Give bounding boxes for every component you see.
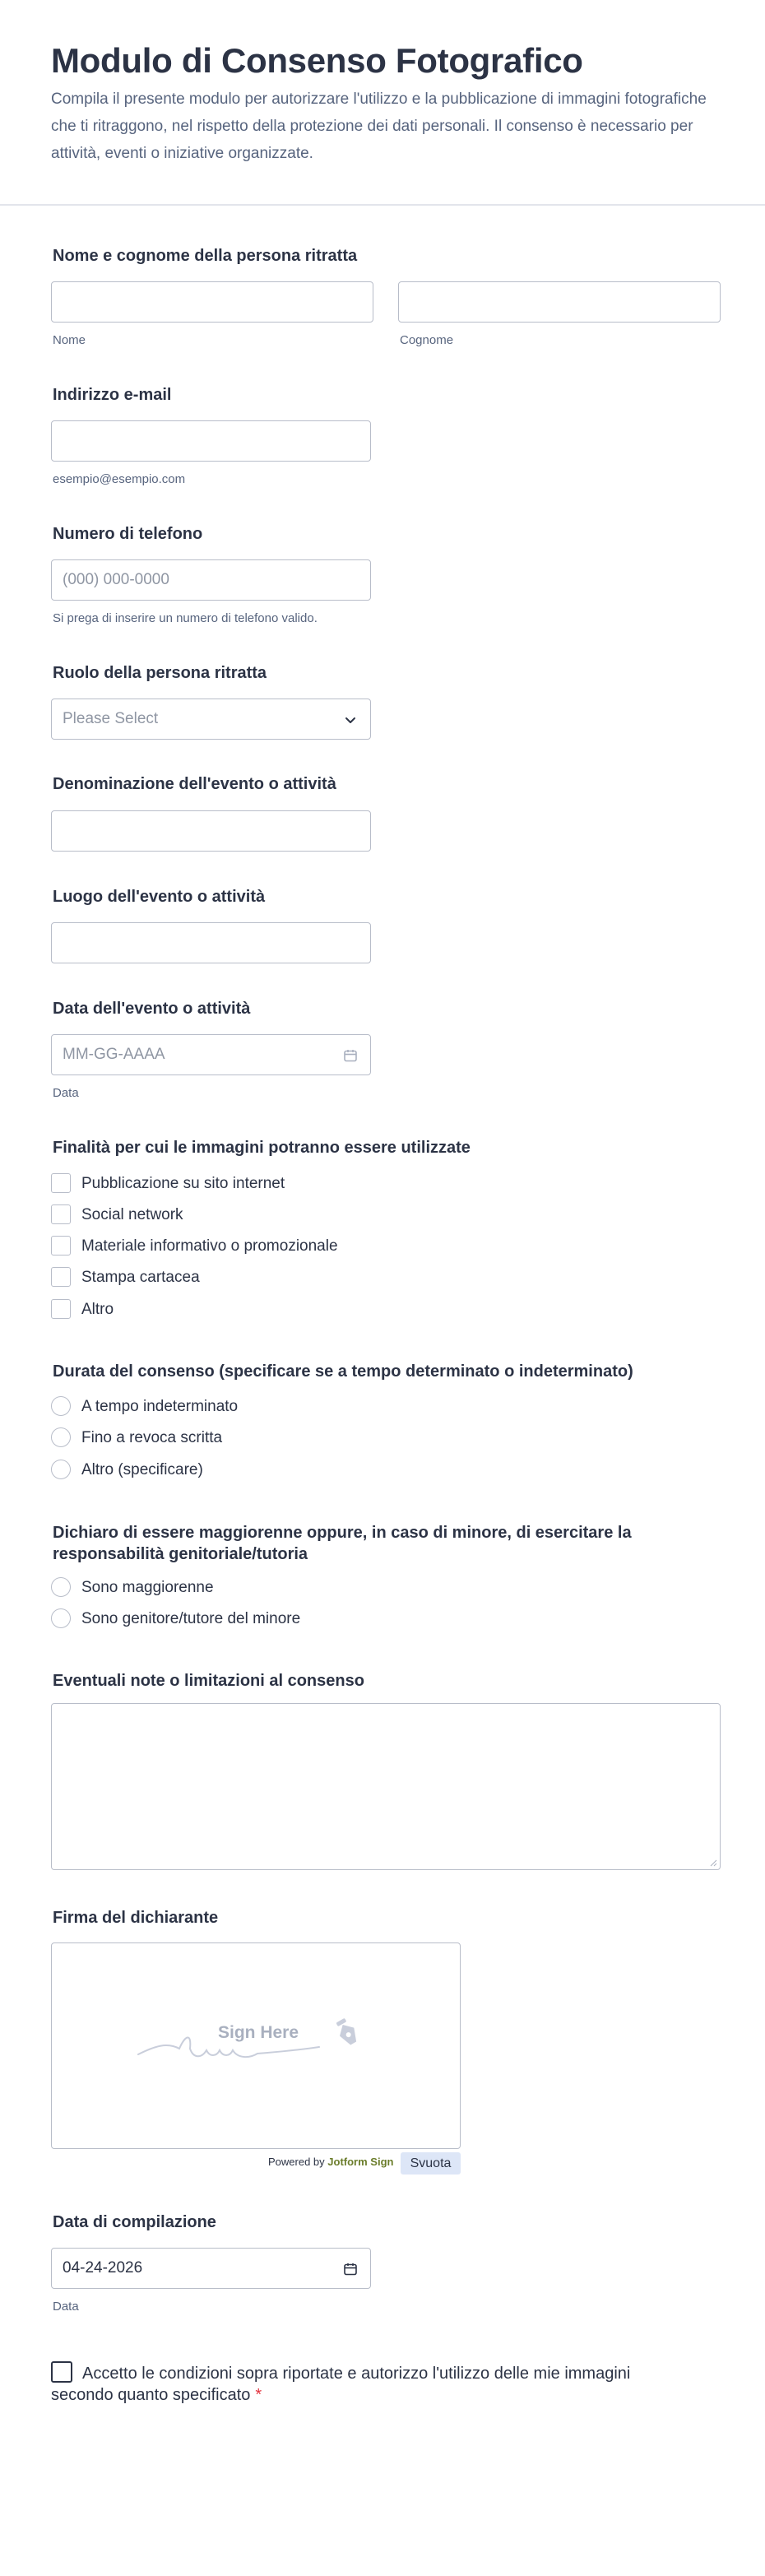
fill-date-value: 04-24-2026	[63, 2259, 143, 2277]
phone-input[interactable]	[51, 559, 371, 601]
duration-label: Durata del consenso (specificare se a tempo determinato o indeterminato)	[53, 1362, 633, 1381]
purpose-option-label: Social network	[81, 1206, 183, 1223]
duration-option-label: Altro (specificare)	[81, 1461, 203, 1478]
role-select[interactable]	[51, 699, 371, 740]
powered-prefix: Powered by	[268, 2156, 325, 2168]
event-date-placeholder: MM-GG-AAAA	[63, 1046, 165, 1063]
radio-button[interactable]	[51, 1577, 71, 1597]
event-date-input[interactable]	[51, 1034, 371, 1075]
fill-date-input[interactable]	[51, 2248, 371, 2289]
calendar-icon[interactable]	[342, 1047, 359, 1064]
email-input[interactable]	[51, 420, 371, 462]
notes-label: Eventuali note o limitazioni al consenso	[53, 1672, 364, 1690]
consent-checkbox[interactable]	[51, 2361, 72, 2383]
last-name-sublabel: Cognome	[400, 333, 454, 347]
event-name-label: Denominazione dell'evento o attività	[53, 775, 336, 793]
age-option-label: Sono genitore/tutore del minore	[81, 1610, 301, 1627]
checkbox[interactable]	[51, 1267, 71, 1287]
radio-button[interactable]	[51, 1460, 71, 1479]
jotform-sign-brand: Jotform Sign	[327, 2156, 394, 2168]
fill-date-sublabel: Data	[53, 2300, 79, 2314]
duration-option-label: A tempo indeterminato	[81, 1398, 239, 1415]
checkbox[interactable]	[51, 1236, 71, 1256]
age-label-line2: responsabilità genitoriale/tutoria	[53, 1545, 308, 1563]
powered-by	[268, 2156, 393, 2168]
calendar-icon[interactable]	[342, 2261, 359, 2277]
form-description: Compila il presente modulo per autorizzare l'utilizzo e la pubblicazione di immagini fotografiche che ti ritraggono, nel rispetto della protezione dei dati personali. Il consenso è necessario per attività, eventi o iniziative organizzate.	[51, 91, 707, 162]
clear-signature-button[interactable]: Svuota	[401, 2152, 461, 2175]
signature-label: Firma del dichiarante	[53, 1909, 219, 1927]
consent-text-line1: Accetto le condizioni sopra riportate e autorizzo l'utilizzo delle mie immagini	[82, 2365, 631, 2383]
email-label: Indirizzo e-mail	[53, 386, 172, 404]
event-place-input[interactable]	[51, 922, 371, 963]
consent-text-line2: secondo quanto specificato	[51, 2386, 251, 2404]
purposes-label: Finalità per cui le immagini potranno essere utilizzate	[53, 1139, 471, 1157]
notes-textarea[interactable]	[51, 1703, 721, 1870]
purpose-option-label: Pubblicazione su sito internet	[81, 1175, 285, 1192]
radio-button[interactable]	[51, 1427, 71, 1447]
name-label: Nome e cognome della persona ritratta	[53, 247, 358, 265]
chevron-down-icon	[342, 712, 359, 728]
event-place-label: Luogo dell'evento o attività	[53, 888, 266, 906]
form-header	[0, 0, 765, 206]
radio-button[interactable]	[51, 1396, 71, 1416]
phone-placeholder: (000) 000-0000	[63, 571, 169, 588]
required-mark: *	[255, 2386, 262, 2404]
signature-pad[interactable]	[51, 1942, 461, 2149]
age-label-line1: Dichiaro di essere maggiorenne oppure, in caso di minore, di esercitare la	[53, 1524, 632, 1542]
role-label: Ruolo della persona ritratta	[53, 664, 267, 682]
event-name-input[interactable]	[51, 810, 371, 852]
age-option-label: Sono maggiorenne	[81, 1579, 214, 1596]
purpose-option-label: Altro	[81, 1301, 114, 1318]
purpose-option-label: Stampa cartacea	[81, 1269, 200, 1286]
radio-button[interactable]	[51, 1608, 71, 1628]
consent-checkbox-row[interactable]	[51, 2361, 676, 2406]
phone-sublabel: Si prega di inserire un numero di telefono valido.	[53, 611, 318, 625]
signature-placeholder: Sign Here	[218, 2023, 299, 2042]
email-sublabel: esempio@esempio.com	[53, 472, 186, 486]
checkbox[interactable]	[51, 1173, 71, 1193]
resize-grip-icon[interactable]	[709, 1859, 717, 1867]
checkbox[interactable]	[51, 1299, 71, 1319]
purpose-option-label: Materiale informativo o promozionale	[81, 1237, 338, 1255]
phone-label: Numero di telefono	[53, 525, 203, 543]
form-title: Modulo di Consenso Fotografico	[51, 41, 583, 80]
duration-option-label: Fino a revoca scritta	[81, 1429, 223, 1446]
fill-date-label: Data di compilazione	[53, 2213, 216, 2231]
checkbox[interactable]	[51, 1204, 71, 1224]
first-name-sublabel: Nome	[53, 333, 86, 347]
event-date-label: Data dell'evento o attività	[53, 1000, 251, 1018]
last-name-input[interactable]	[398, 281, 721, 323]
role-placeholder: Please Select	[63, 710, 159, 727]
event-date-sublabel: Data	[53, 1086, 79, 1100]
first-name-input[interactable]	[51, 281, 373, 323]
